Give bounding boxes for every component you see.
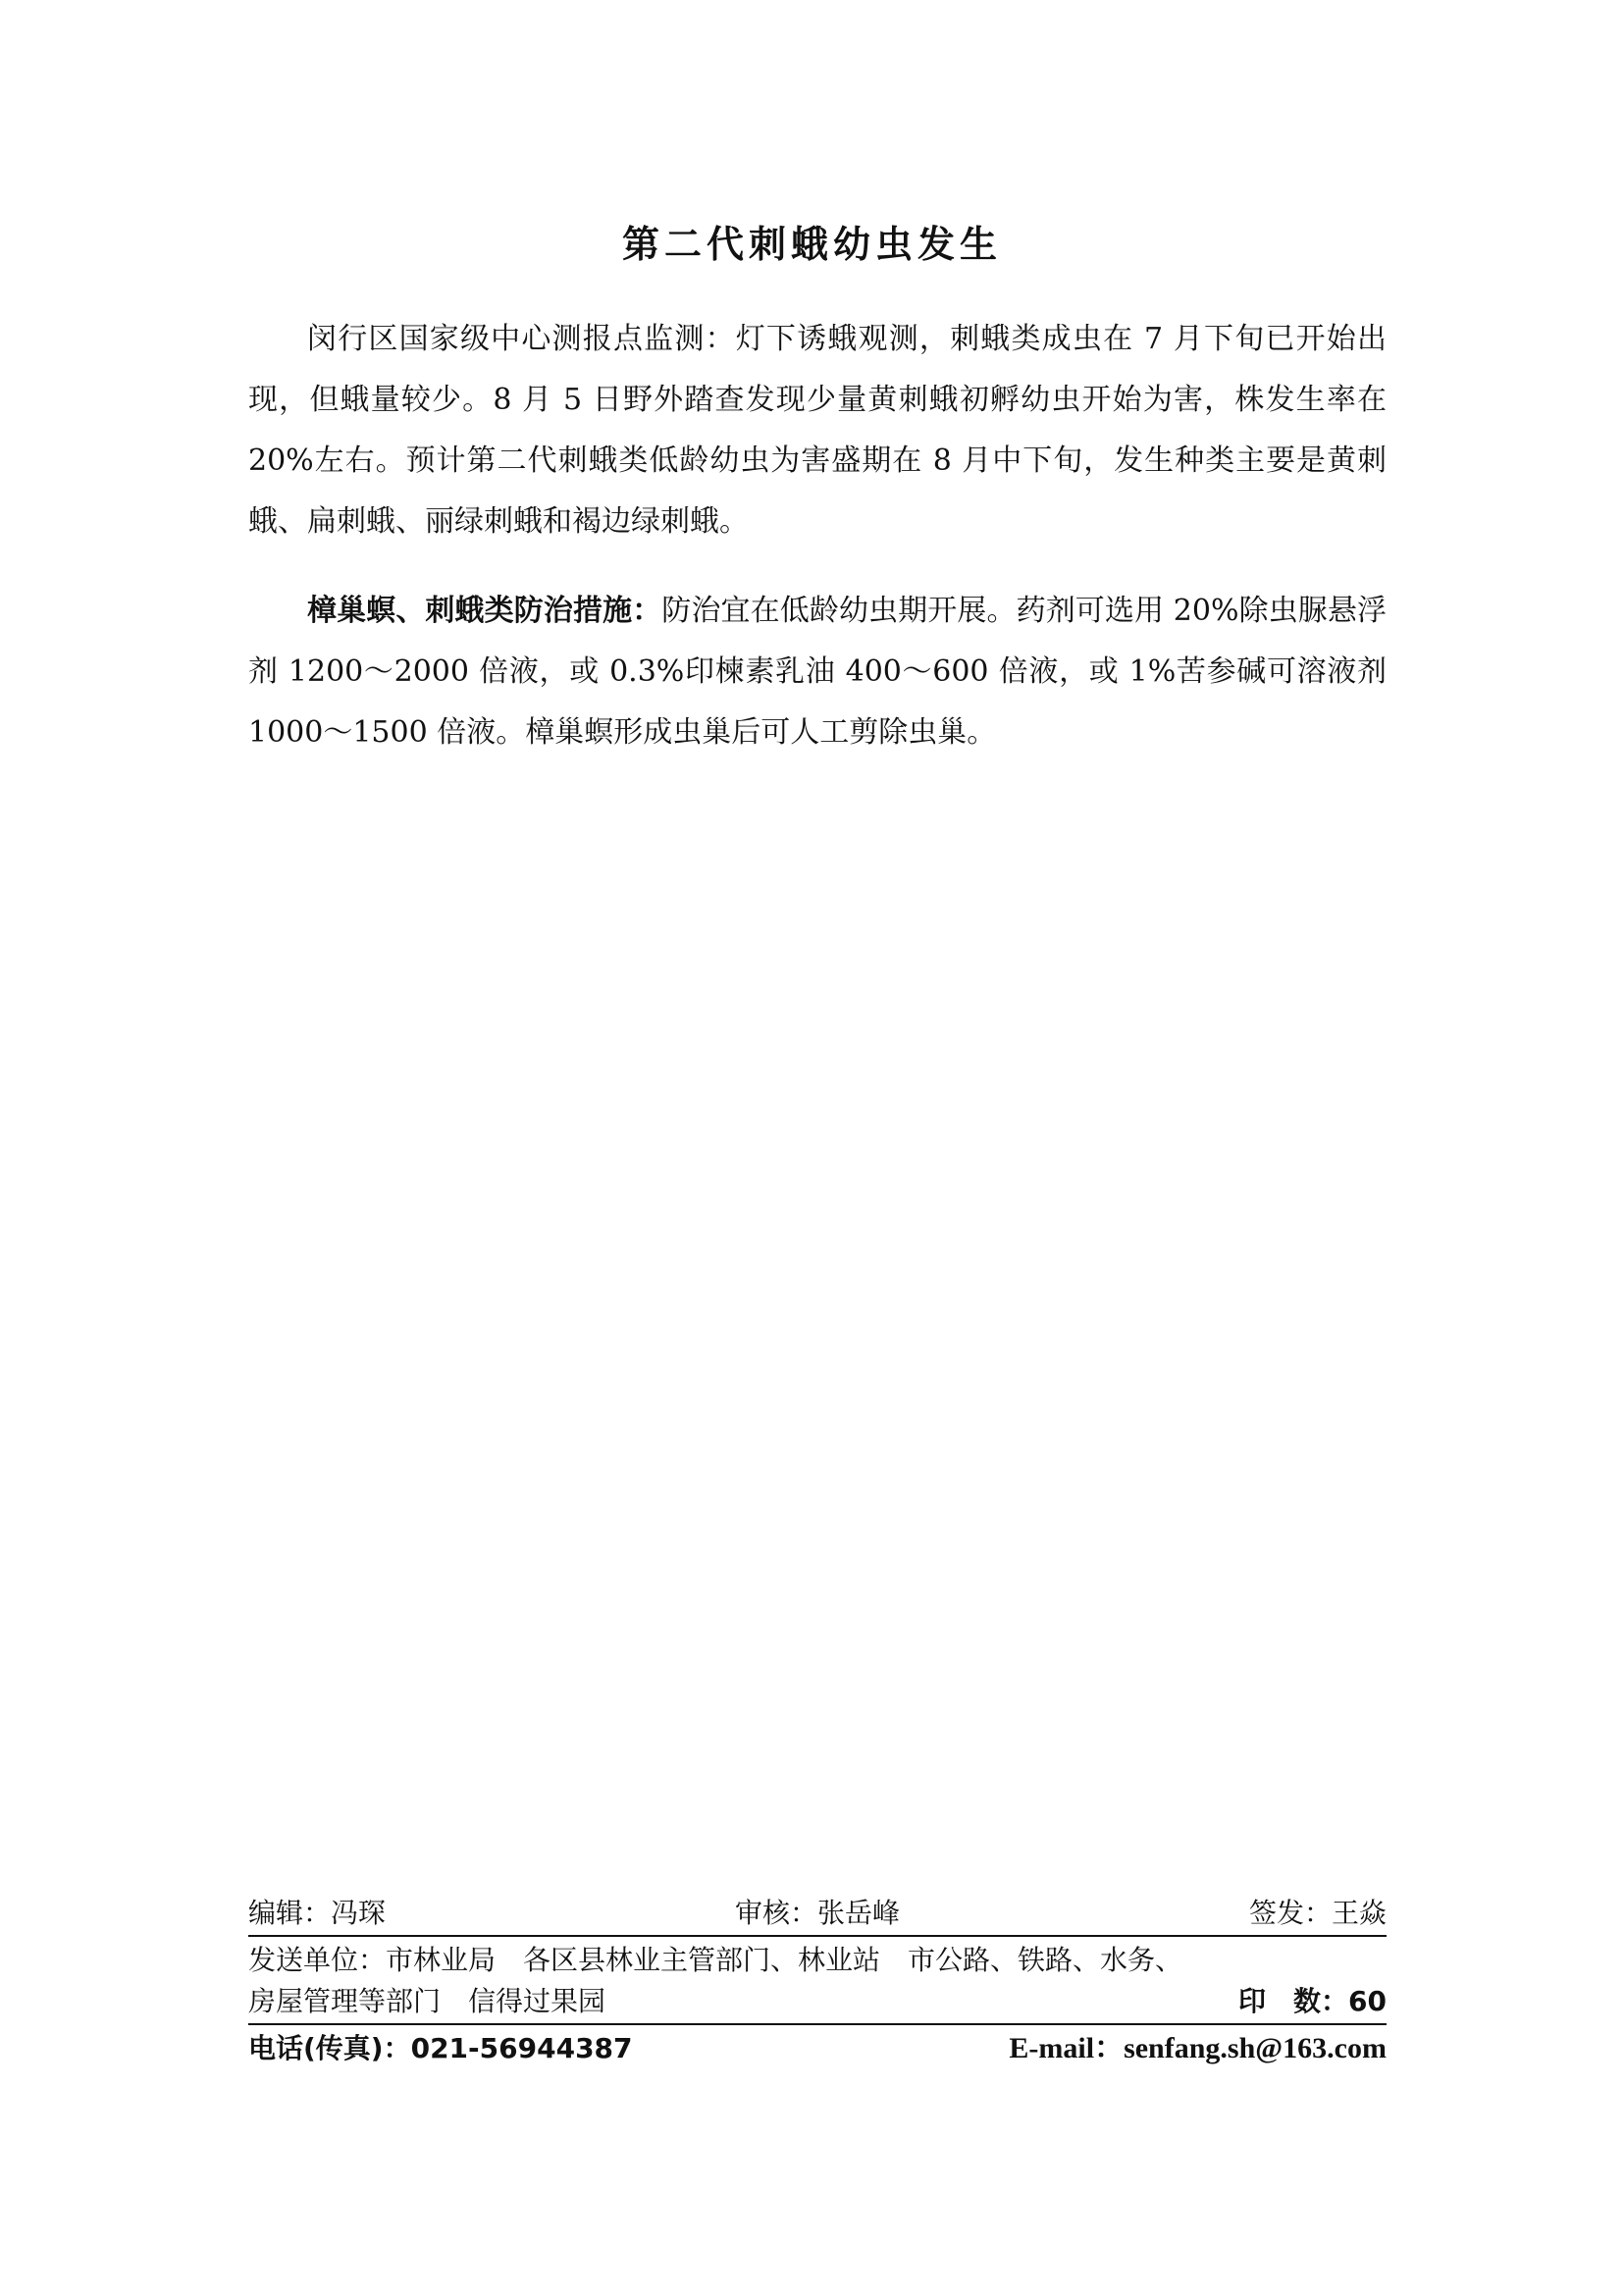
reviewer-credit: 审核：张岳峰 bbox=[734, 1897, 900, 1929]
recipients-line-1: 发送单位：市林业局 各区县林业主管部门、林业站 市公路、铁路、水务、 bbox=[248, 1944, 1183, 1976]
recipients-row-2 bbox=[248, 1980, 1387, 2019]
phone-fax: 电话(传真)：021-56944387 bbox=[248, 2032, 633, 2064]
credits-row bbox=[248, 1892, 1387, 1931]
page-title: 第二代刺蛾幼虫发生 bbox=[621, 222, 1002, 266]
editor-credit: 编辑：冯琛 bbox=[248, 1897, 387, 1929]
contact-row bbox=[248, 2027, 1387, 2066]
recipients-line-2: 房屋管理等部门 信得过果园 bbox=[248, 1985, 606, 2017]
monitoring-paragraph: 闵行区国家级中心测报点监测：灯下诱蛾观测，刺蛾类成虫在 7 月下旬已开始出现，但蛾量较少。8 月 5 日野外踏查发现少量黄刺蛾初孵幼虫开始为害，株发生率在 20%左右。预计第二代刺蛾类低龄幼虫为害盛期在 8 月中下旬，发生种类主要是黄刺蛾、扁刺蛾、丽绿刺蛾和褐边绿刺蛾。 bbox=[248, 322, 1387, 539]
control-measures-paragraph bbox=[248, 581, 1387, 763]
control-measures-text: 防治宜在低龄幼虫期开展。药剂可选用 20%除虫脲悬浮剂 1200～2000 倍液，或 0.3%印楝素乳油 400～600 倍液，或 1%苦参碱可溶液剂 1000～1500 倍液。樟巢螟形成虫巢后可人工剪除虫巢。 bbox=[248, 594, 1387, 750]
credits-divider bbox=[248, 1935, 1387, 1937]
print-count: 印 数：60 bbox=[1238, 1985, 1387, 2017]
email-address: E-mail：senfang.sh@163.com bbox=[1009, 2032, 1387, 2064]
control-measures-heading: 樟巢螟、刺蛾类防治措施： bbox=[307, 594, 662, 628]
recipients-row-1 bbox=[248, 1939, 1387, 1978]
issuer-credit: 签发：王焱 bbox=[1248, 1897, 1387, 1929]
